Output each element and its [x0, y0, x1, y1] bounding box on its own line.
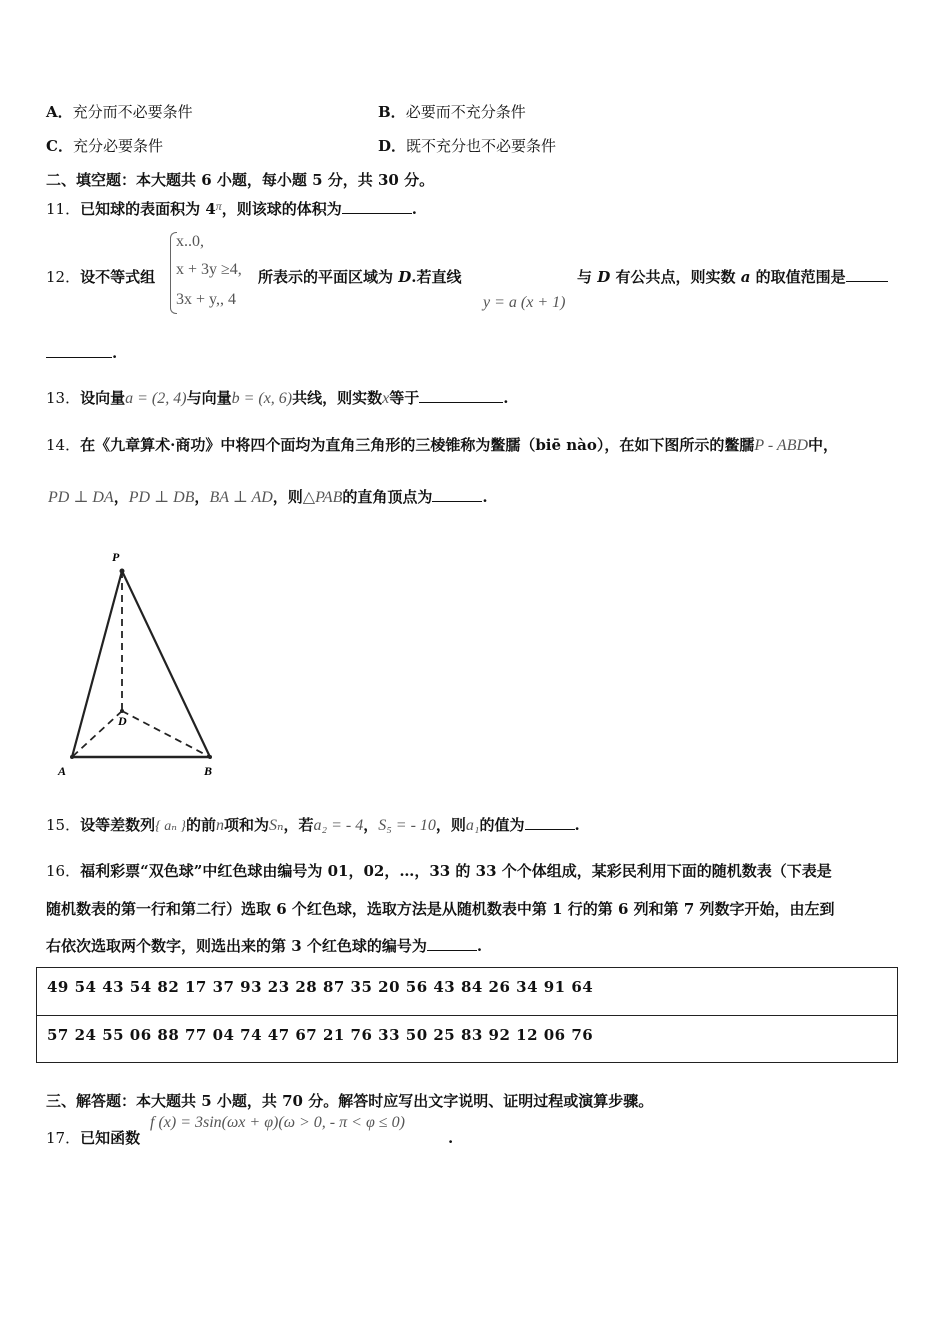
option-d: D．既不充分也不必要条件 — [378, 137, 557, 155]
question-12-text: 所表示的平面区域为 D.若直线 — [258, 268, 462, 286]
question-13: 13．设向量a = (2, 4)与向量b = (x, 6)共线，则实数x等于 . — [46, 389, 509, 407]
system-line-3: 3x + y,, 4 — [176, 291, 236, 308]
vertex-B — [208, 755, 212, 759]
edge-DB — [122, 711, 210, 757]
vertex-D — [120, 709, 124, 713]
answer-blank[interactable] — [846, 267, 888, 282]
option-a: A．充分而不必要条件 — [46, 103, 193, 121]
question-17: 17．已知函数 — [46, 1129, 141, 1147]
tetrahedron-figure — [50, 545, 240, 789]
question-16-line-3: 右依次选取两个数字，则选出来的第 3 个红色球的编号为 . — [46, 937, 483, 955]
label-P: P — [112, 550, 120, 564]
answer-blank[interactable] — [432, 487, 482, 502]
answer-blank[interactable] — [525, 815, 575, 830]
table-row-2 — [37, 1015, 897, 1063]
function-definition: f (x) = 3sin(ωx + φ)(ω > 0, - π < φ ≤ 0) — [150, 1114, 405, 1131]
edge-PB — [122, 571, 210, 757]
tetrahedron-svg — [50, 545, 240, 785]
vertex-A — [70, 755, 74, 759]
question-14-conditions: PD ⊥ DA，PD ⊥ DB，BA ⊥ AD，则△PAB的直角顶点为 . — [48, 488, 488, 506]
answer-blank-cont[interactable] — [46, 343, 112, 358]
question-12: 12．设不等式组 — [46, 268, 156, 286]
system-line-1: x..0, — [176, 233, 204, 250]
label-D: D — [118, 714, 127, 728]
answer-blank[interactable] — [419, 388, 503, 403]
answer-blank[interactable] — [427, 936, 477, 951]
label-B: B — [204, 764, 213, 778]
answer-blank[interactable] — [342, 199, 412, 214]
section-3-heading: 三、解答题：本大题共 5 小题，共 70 分。解答时应写出文字说明、证明过程或演算步骤。 — [46, 1092, 654, 1110]
edge-DA — [72, 711, 122, 757]
table-row-1 — [37, 968, 897, 1015]
edge-PA — [72, 571, 122, 757]
question-16-line-1: 16．福利彩票“双色球”中红色球由编号为 01，02，…，33 的 33 个个体组成，某彩民利用下面的随机数表（下表是 — [46, 862, 832, 880]
question-16-line-2: 随机数表的第一行和第二行）选取 6 个红色球，选取方法是从随机数表中第 1 行的第 6 列和第 7 列数字开始，由左到 — [46, 900, 835, 918]
question-17-end: . — [448, 1129, 454, 1147]
option-c: C．充分必要条件 — [46, 137, 163, 155]
question-12-text-2: 与 D 有公共点，则实数 a 的取值范围是 — [577, 267, 888, 287]
random-number-table — [36, 967, 898, 1063]
section-2-heading: 二、填空题：本大题共 6 小题，每小题 5 分，共 30 分。 — [46, 171, 435, 189]
question-14: 14．在《九章算术·商功》中将四个面均为直角三角形的三棱锥称为鳖臑（biē nào），在如下图所示的鳖臑P - ABD中， — [46, 436, 839, 454]
question-12-continued: . — [46, 343, 117, 363]
label-A: A — [58, 764, 67, 778]
table-row-1-values: 49 54 43 54 82 17 37 93 23 28 87 35 20 56 43 84 26 34 91 64 — [47, 978, 594, 996]
line-equation: y = a (x + 1) — [483, 294, 566, 311]
question-15: 15．设等差数列{ aₙ }的前n项和为Sₙ，若a₂ = - 4，S₅ = - 10，则a₁的值为 . — [46, 816, 580, 834]
question-11: 11．已知球的表面积为 $4^\pi$，则该球的体积为 . — [46, 199, 418, 218]
vertex-P — [120, 569, 125, 574]
option-b: B．必要而不充分条件 — [378, 103, 526, 121]
system-line-2: x + 3y ≥4, — [176, 261, 242, 278]
table-row-2-values: 57 24 55 06 88 77 04 74 47 67 21 76 33 50 25 83 92 12 06 76 — [47, 1026, 594, 1044]
